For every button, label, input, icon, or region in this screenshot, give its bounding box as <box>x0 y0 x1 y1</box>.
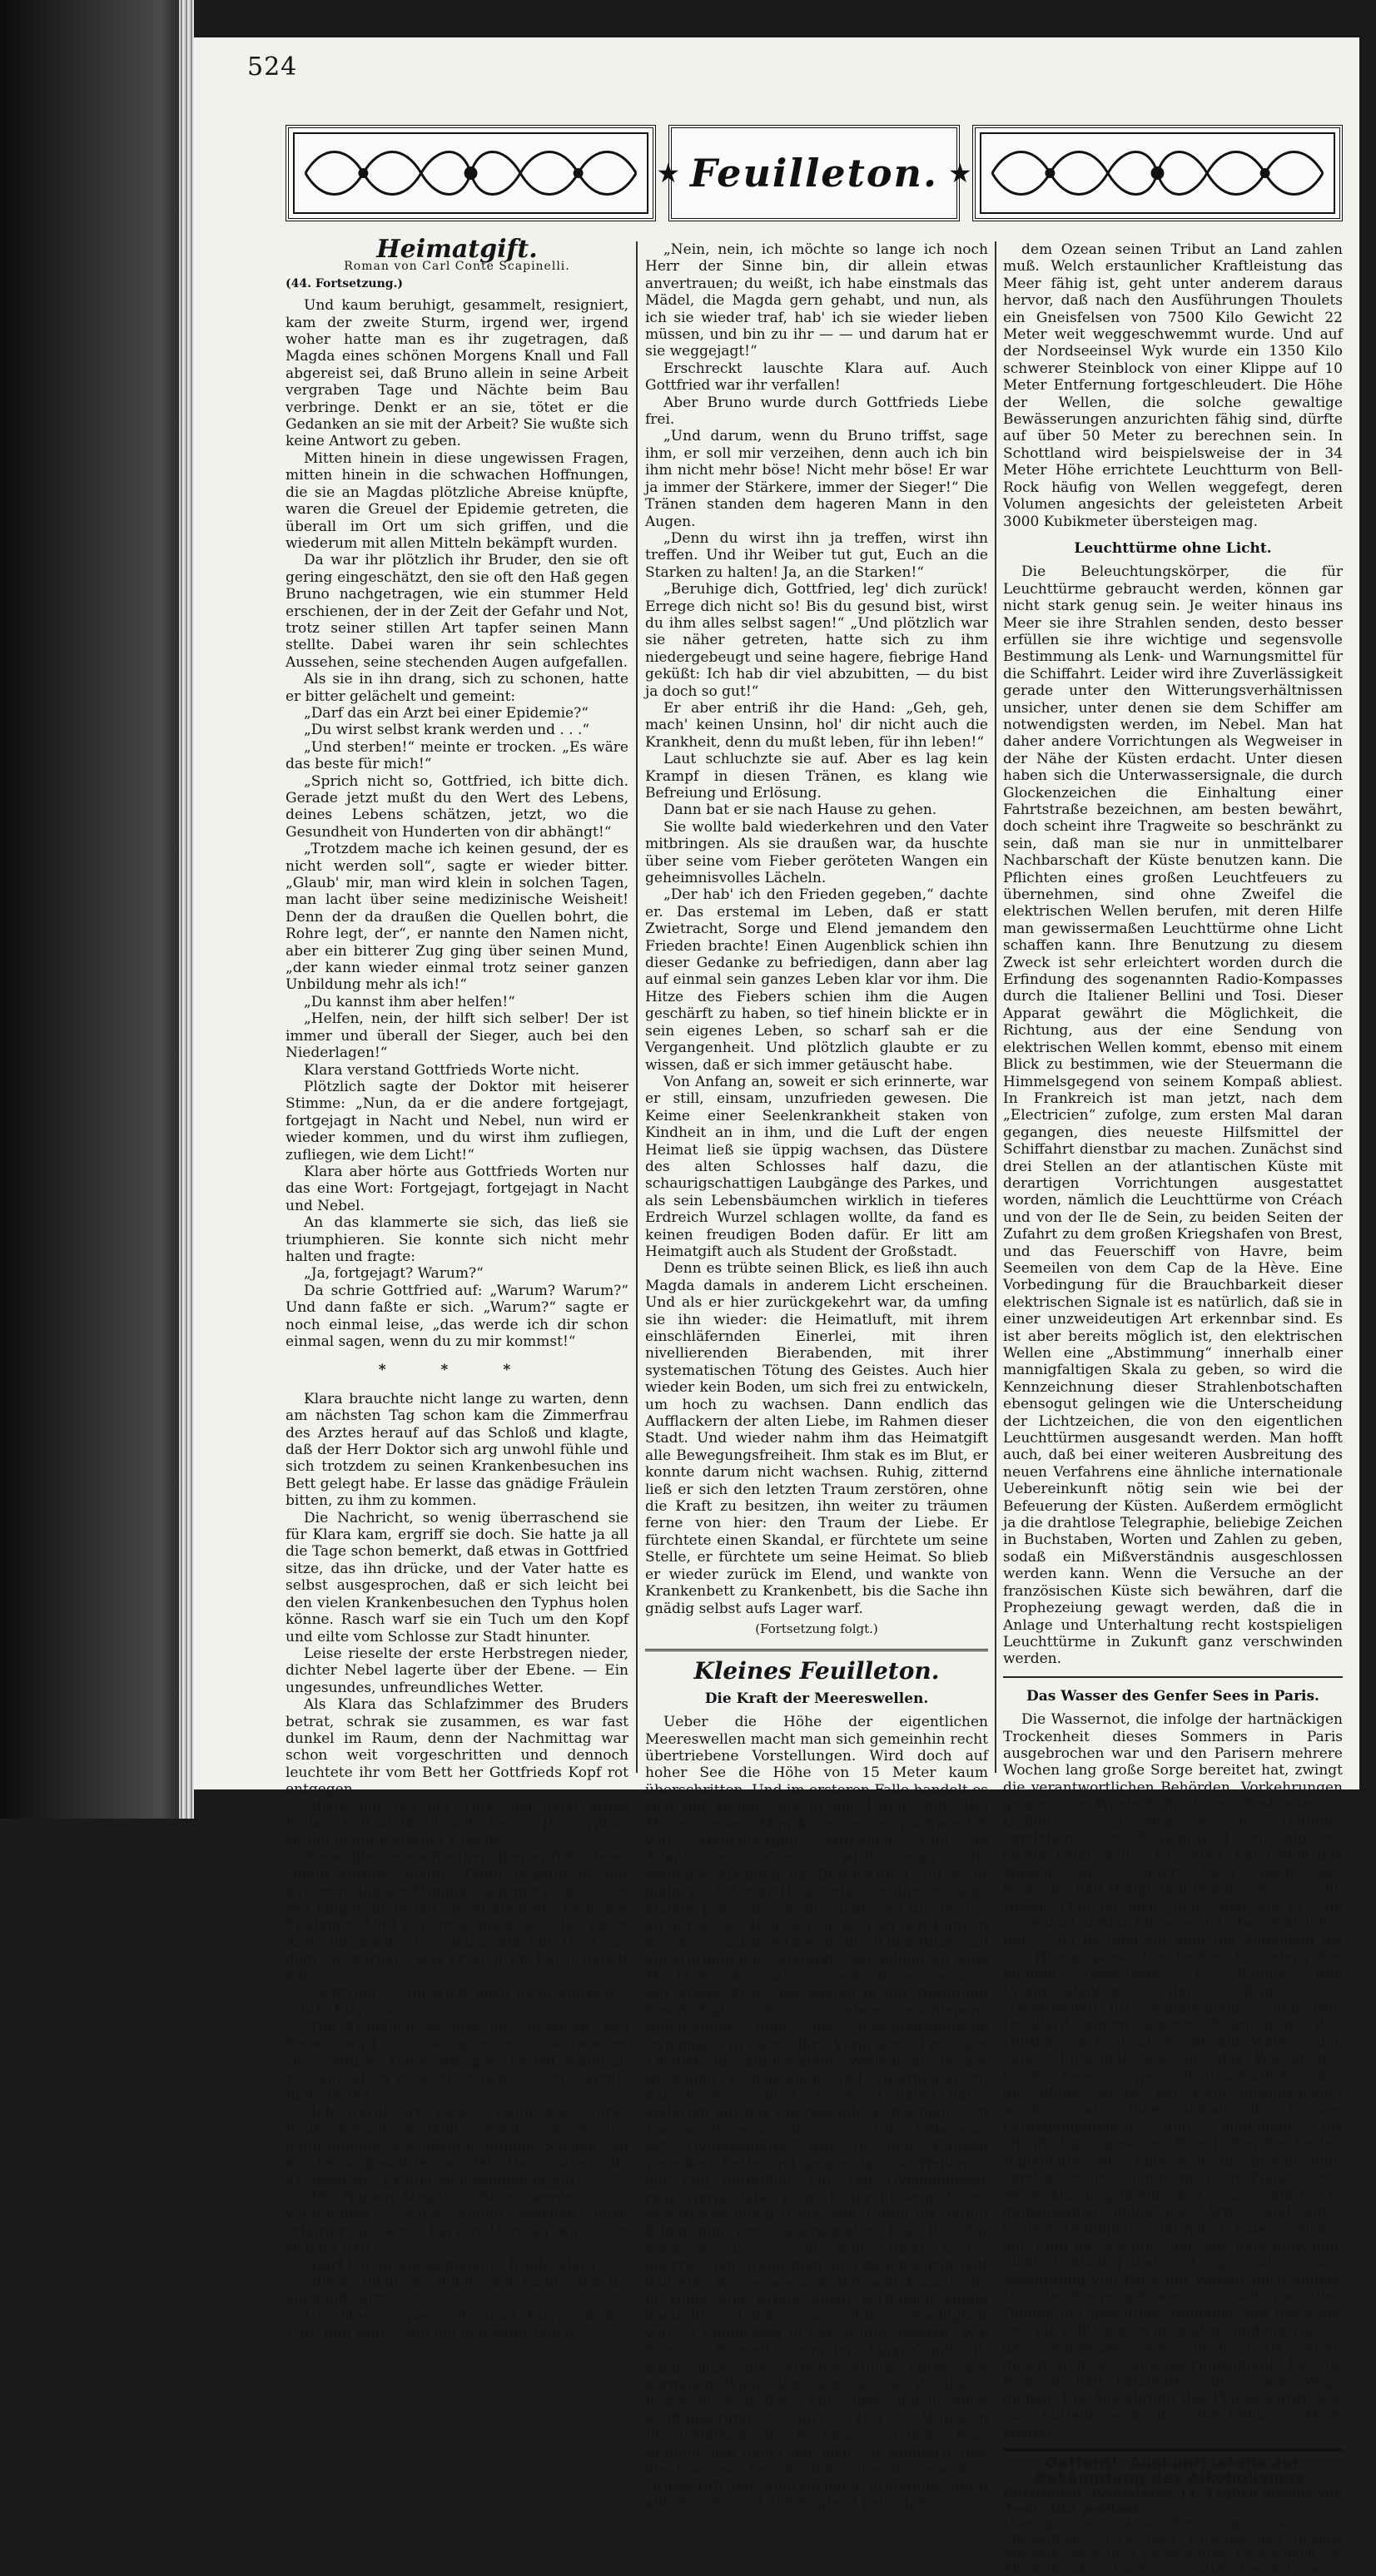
ad-title: Oeffentl. Auskunftsstelle zur Bekämpfung des Alkoholismus. <box>1035 2454 1311 2487</box>
paragraph: Da war ihr plötzlich ihr Bruder, den sie oft gering eingeschätzt, den sie oft den Haß gegen Bruno nachgetragen, wie ein stummer Held erschienen, der in der Zeit der Gefahr und Not, trotz seiner stillen Art tapfer seinen Mann stellte. Dabei waren ihr sein schlechtes Aussehen, seine stechenden Augen aufgefallen. <box>286 552 628 671</box>
paragraph: Von Anfang an, soweit er sich erinnerte, war er still, einsam, unzufrieden gewesen. Die Keime einer Seelenkrankheit staken von Kindheit an in ihm, und die Luft der engen Heimat ließ sie üppig wachsen, das Düstere des alten Schlosses half dazu, die schaurigschattigen Laubgänge des Parkes, und als sein Lebensbäumchen wirklich in tieferes Erdreich Wurzel schlagen wollte, da fand es keinen freudigen Boden dafür. Er litt am Heimatgift auch als Student der Großstadt. <box>645 1073 988 1260</box>
ad-text: Unentgeltliche Auskunfterteilung über die Alkoholfrage, sowie über Fürsorge und Heilung Alkoholkranker, über Heilanstalten, Entwöhnung von Alkoholkranken, Trunksuchtsmittelschwindel usw. <box>1003 2515 1343 2576</box>
article-meereswellen-part2 <box>1003 241 1343 530</box>
paragraph: Klara brauchte nicht lange zu warten, denn am nächsten Tag schon kam die Zimmerfrau des Arztes herauf auf das Schloß und klagte, daß der Herr Doktor sich arg unwohl fühle und sich trotzdem zu seinen Krankenbesuchen ins Bett gelegt habe. Er lasse das gnädige Fräulein bitten, zu ihm zu kommen. <box>286 1390 628 1510</box>
divider <box>1003 1676 1343 1678</box>
paragraph: „Trotzdem mache ich keinen gesund, der es nicht werden soll“, sagte er wieder bitter. „Glaub' mir, man wird klein in solchen Tagen, man lacht über seine medizinische Weisheit! Denn der da draußen die Quellen bohrt, die Rohre legt, der“, er nannte den Namen nicht, aber ein bitterer Zug ging über seinen Mund, „der kann wieder einmal trotz seiner ganzen Unbildung mehr als ich!“ <box>286 841 628 994</box>
kleines-feuilleton <box>645 1649 988 2512</box>
paragraph: „Bleib nur bei der Türe, ich habe arges Fieber, tritt nicht zu nahe heran. Der Typhus ist ein heimtückischer Geselle.“ <box>286 1798 628 1849</box>
paragraph: Als Klara das Schlafzimmer des Bruders betrat, schrak sie zusammen, es war fast dunkel im Raum, denn der Nachmittag war schon weit vorgeschritten und dennoch leuchtete ihr vom Bett her Gottfrieds Kopf rot entgegen. <box>286 1696 628 1799</box>
feuilleton-masthead <box>286 125 1343 225</box>
paragraph: „Und darum, wenn du Bruno triffst, sage ihm, er soll mir verzeihen, denn auch ich bin ihm nicht mehr böse! Nicht mehr böse! Er war ja immer der Stärkere, immer der Sieger!“ Die Tränen standen dem hageren Mann in den Augen. <box>645 428 988 530</box>
column-3 <box>1003 241 1343 2576</box>
paragraph: „Beruhige dich, Gottfried, leg' dich zurück! Errege dich nicht so! Bis du gesund bist, wirst du ihm alles selbst sagen!“ „Und plötzlich war sie näher getreten, hatte sich zu ihm niedergebeugt und seine hagere, fiebrige Hand geküßt: Ich hab dir viel abzubitten, — du bist ja doch so gut!“ <box>645 581 988 700</box>
story-body-part1 <box>286 297 628 2341</box>
story-end-note: (Fortsetzung folgt.) <box>755 1621 878 1636</box>
paragraph: „Bleib, bleib, es lohnt sich nicht, daß du auch infizierst.“ <box>286 2273 628 2308</box>
paragraph: Laut schluchzte sie auf. Aber es lag kein Krampf in diesen Tränen, es klang wie Befreiung und Erlösung. <box>645 751 988 802</box>
paragraph: „Die Krankheit ist erst im Entstehen, das Fieber wird sich steigern, mein schwaches Herz wird es kaum ertragen. Es hat schon zu viel aushalten müssen in den letzten Tagen!“ fügte er bei. <box>286 2018 628 2104</box>
ornament-left-icon <box>286 125 656 221</box>
paragraph: „Du kannst ihm aber helfen!“ <box>304 993 515 1010</box>
ad-address: Rüstringen, Peterstraße 14. Täglich abends von 7—8½ Uhr geöffnet <box>1003 2485 1343 2516</box>
paragraph: „Und sterben!“ meinte er trocken. „Es wäre das beste für mich!“ <box>286 738 628 773</box>
article-leuchttuerme <box>1003 563 1343 1667</box>
paragraph: Als sie in ihn drang, sich zu schonen, hatte er bitter gelächelt und gemeint: <box>286 671 628 705</box>
paragraph: Die Nachricht, so wenig überraschend sie für Klara kam, ergriff sie doch. Sie hatte ja all die Tage schon bemerkt, daß etwas in Gottfried sitze, das ihn drücke, und der Vater hatte es selbst ausgesprochen, daß er sich leicht bei den vielen Krankenbesuchen den Typhus holen könne. Rasch warf sie ein Tuch um den Kopf und eilte vom Schlosse zur Stadt hinunter. <box>286 1509 628 1645</box>
masthead-title: Feuilleton. <box>690 151 938 196</box>
paragraph: Erschreckt lauschte Klara auf. Auch Gottfried war ihr verfallen! <box>645 360 988 395</box>
paragraph: Dann bat er sie nach Hause zu gehen. <box>663 802 937 819</box>
advertisement-box <box>1003 2449 1343 2576</box>
paragraph: „Denn du wirst ihn ja treffen, wirst ihn treffen. Und ihr Weiber tut gut, Euch an die Starken zu halten! Ja, an die Starken!“ <box>645 529 988 581</box>
paragraph: Mitten hinein in diese ungewissen Fragen, mitten hinein in die schwachen Hoffnungen, die sie an Magdas plötzliche Abreise knüpfte, waren die Greuel der Epidemie getreten, die überall im Ort um sich griffen, und die wiederum mit allen Mitteln bekämpft wurden. <box>286 449 628 552</box>
section-title-leuchttuerme: Leuchttürme ohne Licht. <box>1074 539 1272 557</box>
paragraph: „Gottfried, — du wirst doch nicht sterben?“ schrie Klara auf. <box>286 1985 628 2019</box>
paragraph: Er aber entriß ihr die Hand: „Geh, geh, mach' keinen Unsinn, hol' dir nicht auch die Krankheit, denn du mußt leben, für ihn leben!“ <box>645 699 988 751</box>
paragraph: Sie wollte bald wiederkehren und den Vater mitbringen. Als sie draußen war, da huschte über seine vom Fieber geröteten Wangen ein geheimnisvolles Lächeln. <box>645 818 988 887</box>
story-title: Heimatgift. <box>376 235 538 264</box>
paragraph: Klara verstand Gottfrieds Worte nicht. <box>304 1061 580 1079</box>
article-meereswellen-part1 <box>645 1714 988 2512</box>
paragraph: Und kaum beruhigt, gesammelt, resigniert, kam der zweite Sturm, irgend wer, irgend woher hatte man es ihr zugetragen, daß Magda eines schönen Morgens Knall und Fall abgereist sei, daß Bruno allein in seine Arbeit vergraben Tage und Nächte beim Bau verbringe. Denkt er an sie, tötet er die Gedanken an sie mit der Arbeit? Sie wußte sich keine Antwort zu geben. <box>286 297 628 450</box>
page-number: 524 <box>247 52 298 82</box>
paragraph: „Ich werde irr reden, wenn das starke Fieber kommt“, begann er wieder, „da werden dann dumme Geschichten, dumme Sachen von mir herausgeschrien werden. Das machen alle Kranken so.“ Er fuhr sich sammelnd fort: <box>286 2103 628 2189</box>
paragraph: Leise rieselte der erste Herbstregen nieder, dichter Nebel lagerte über der Ebene. — Ein ungesundes, unfreundliches Wetter. <box>286 1645 628 1696</box>
section-title-genfer-see: Das Wasser des Genfer Sees in Paris. <box>1026 1687 1319 1705</box>
paragraph: Aber Bruno wurde durch Gottfrieds Liebe frei. <box>645 394 988 429</box>
paragraph: Ueber die Höhe der eigentlichen Meereswellen macht man sich gemeinhin recht übertriebene Vorstellungen. Wird doch auf hoher See die Höhe von 15 Meter kaum überschritten. Und im ersteren Falle handelt es sich um Wellen, die in der Länge 300—400 Meter messen. Man kann demnach schwerlich von „Wellenbergen“ sprechen. Und im Atlantischen Ozean wird man die Wellenerhebungen im Durchschnitt auf nicht mehr als 8 Meter Höhe schätzen dürfen. Ganz anders präsentieren sich indessen die Wellen an der Küste. Hier, wo sie sich an den Klippen brechen, wird ihre Gewalt durch den Rückprall außerordentlich verstärkt. Sie bilden so eine Macht dar, der nichts zu widerstehen vermag. Mit dieser Kraft der Wellen in der Brandung beschäftigt sich eine eben erschienene Abhandlung über die ozeanographische Dynamik, in der ihr Verfasser, Professor Thoulet, die aufgewandte Wellenkraft in der Brandung festzustellen und ziffermäßig zu berechnen versucht. Er weist dabei unter anderem auf das interessante Experiment von Thomas Stevenson, der zur Zeit der Ebbe eine Art Dynamometer fest in den Klippen verankert hatte und gegen das die Wellen in der Flut anprallen, hin. Der Dynamometer registrierte dabei je nach der Ebbengeit und Windstärke einen Druck von 15000 bis 34000 Kilogramm pro Quadratmeter. Das Resultat kann im übrigen durchaus nicht weiter überraschen, wenn man sich gegenwärtig hält daß eine Wassermasse in Betracht kommt, die in Höhe und Breite einen veritablen Hügel darstellt, und daß sie sich mit der Schnelligkeit von 50 Kilometern in der Stunde bewegt. Wie François Poncetton nun im „Figaro“ mitteilt, kann man die Arbeitsleistung eines der normalen Windstöße, wie sie die Westküste Frankreichs treffen, mit einer andauernden Kraftäußerung von 100 Millionen Pferdestärken in Rechnung stellen. Man braucht sich daher gar nicht zu wundern, daß die französischen Küsten unter der enormen Druckkraft der anprallenden Brandung stetig abbröckeln, und daß England jedes Jahr <box>645 1714 988 2512</box>
paragraph: „Darf das ein Arzt bei einer Epidemie?“ <box>304 704 589 722</box>
column-1 <box>286 235 628 2342</box>
paragraph: „Die Namen Magda — Bruno werden darin vorkommen.“ Seine Augen stachen noch schärfer als sonst hervor. Unruhig wälzte er sich im Bett. <box>286 2188 628 2257</box>
paragraph: „Sprich nicht so, Gottfried, ich bitte dich. Gerade jetzt mußt du den Wert des Lebens, deines Lebens schätzen, jetzt, wo die Gesundheit von Hunderten von dir abhängt!“ <box>286 772 628 841</box>
column-rule <box>995 241 996 1773</box>
newspaper-page <box>194 37 1359 2576</box>
kleines-feuilleton-title: Kleines Feuilleton. <box>693 1657 940 1685</box>
article-genfer-see <box>1003 1711 1343 2441</box>
paragraph: Die Wassernot, die infolge der hartnäckigen Trockenheit dieses Sommers in Paris ausgebrochen war und den Parisern mehrere Wochen lang große Sorge bereitet hat, zwingt die verantwortlichen Behörden, Vorkehrungen gegen eine Wiederkehr dieses Zustandes zu treffen. So hat sich, wie der „Gaulois“ versichert, der Seinepräfekt entschlossen, einem Plane näher zu treten, nach dem das Wasser des Genfer Sees nach der französischen Hauptstadt geleitet werden soll. Dieser Plan ist nicht neu. Aber als er zum erstenmal auftauchte — es ist etwa fünf Jahre her — da betrachtete man ihn allgemein als ein Hirngespinst. Die beiden Schöpfern des kühnen Gedankens, E. Badois, den Vizepräsidenten der französischen „Gesellschaft für Zivilingenieure“, und Paul Duvillard, einem höheren Beamten bei den Hütten von Creusot, wurde nur Widerspruch zuteil. Einwände wie die, das Wasser des Genfer Sees sei gesundheitsschädlich, oder: die Rhone werde bei Lyon ausgetrocknet werden, waren ihnen damals allen Ernstes entgegengehalten und allgemein als stichhaltig angesehen. Nun haben die beiden Ingenieure, der eine erst in diesem Jahr, verstorben sind, nimmt man ihre Pläne, deren Verwirklichungsmöglichkeit sie einst in gemeinsamer mühevoller Arbeit und unter großen Geldopfern dargelegt haben, wieder auf. Man hat erkannt, daß alle jene Einwände nicht stichhaltig sind, und sogar außer in der Versorgung von Paris mit Wasser noch andere Vorteile herausgefunden; so soll vor allen Dingen der gewaltige Aquädukt, der das klare und als vollkommen gesund befundene Wasser des Schweizer Sees nach Paris leitet, gleichzeitig als Bewässerungsquelle für die französischen Landwirte auf seinem Wege dienen. Die Ausführung des Planes selbst, wie man mitteilt, wird, über 350 Millionen Mark kosten. <box>1003 1711 1343 2442</box>
paragraph: Die Beleuchtungskörper, die für Leuchttürme gebraucht werden, können gar nicht stark genug sein. Je weiter hinaus ins Meer sie ihre Strahlen senden, desto besser erfüllen sie ihre wichtige und segensvolle Bestimmung als Lenk- und Warnungsmittel für die Schiffahrt. Leider wird ihre Zuverlässigkeit gerade unter den Witterungsverhältnissen unsicher, unter denen sie dem Schiffer am notwendigsten werden, im Nebel. Man hat daher andere Vorrichtungen als Wegweiser in der Nähe der Küsten erdacht. Unter diesen haben sich die Unterwassersignale, die durch Glockenzeichen die Einhaltung einer Fahrtstraße bezeichnen, am besten bewährt, doch scheint ihre Tragweite so beschränkt zu sein, daß man sie nur in unmittelbarer Nachbarschaft der Küste benutzen kann. Die Pflichten eines großen Leuchtfeuers zu übernehmen, sind ohne Zweifel die elektrischen Wellen berufen, mit deren Hilfe man gewissermaßen Leuchttürme ohne Licht schaffen kann. Ihre Benutzung zu diesem Zweck ist sehr erleichtert worden durch die Erfindung des sogenannten Radio-Kompasses durch die Italiener Bellini und Tosi. Dieser Apparat gewährt die Möglichkeit, die Richtung, aus der eine Sendung von elektrischen Wellen kommt, ebenso mit einem Blick zu bestimmen, wie der Steuermann die Himmelsgegend von seinem Kompaß abliest. In Frankreich ist man jetzt, nach dem „Electricien“ zufolge, zum ersten Mal daran gegangen, dies neueste Hilfsmittel der Schiffahrt dienstbar zu machen. Zunächst sind drei Stellen an der atlantischen Küste mit derartigen Vorrichtungen ausgestattet worden, nämlich die Leuchttürme von Créach und von der Ile de Sein, zu beiden Seiten der Zufahrt zu dem großen Kriegshafen von Brest, und das Feuerschiff von Havre, beim Seemeilen von dem Cap de la Hève. Eine Vorbedingung für die Brauchbarkeit dieser elektrischen Signale ist es natürlich, daß sie in einer unzweideutigen Art erkennbar sind. Es ist aber bereits möglich ist, den elektrischen Wellen eine „Abstimmung“ innerhalb einer mannigfaltigen Skala zu geben, so wird die Kennzeichnung dieser Strahlenbotschaften ebensogut gelingen wie die Unterscheidung der Lichtzeichen, die von den eigentlichen Leuchttürmen ausgesandt werden. Man hofft auch, daß bei einer weiteren Ausbreitung des neuen Verfahrens eine ähnliche internationale Uebereinkunft nötig sein wie bei der Befeuerung der Küsten. Außerdem ermöglicht ja die drahtlose Telegraphie, beliebige Zeichen in Buchstaben, Worten und Zahlen zu geben, sodaß ein Mißverständnis ausgeschlossen werden kann. Wenn die Versuche an der französischen Küste sich bewähren, darf die Prophezeiung gewagt werden, daß die in Anlage und Unterhaltung recht kostspieligen Leuchttürme in Zukunft ganz verschwinden werden. <box>1003 563 1343 1668</box>
column-rule <box>636 241 638 1773</box>
paragraph: Plötzlich sagte der Doktor mit heiserer Stimme: „Nun, da er die andere fortgejagt, fortgejagt in Nacht und Nebel, nun wird er wieder kommen, und du wirst ihm zufliegen, zufliegen, wie dem Licht!“ <box>286 1078 628 1164</box>
column-2 <box>645 241 988 2512</box>
paragraph: dem Ozean seinen Tribut an Land zahlen muß. Welch erstaunlicher Kraftleistung das Meer fähig ist, geht unter anderem daraus hervor, daß nach den Ausführungen Thoulets ein Gneisfelsen von 7500 Kilo Gewicht 22 Meter weit weggeschwemmt wurde. Und auf der Nordseeinsel Wyk wurde ein 1350 Kilo schwerer Steinblock von einer Klippe auf 10 Meter Entfernung fortgeschleudert. Die Höhe der Wellen, die solche gewaltige Bewässerungen anzurichten fähig sind, dürfte auf über 50 Meter zu berechnen sein. In Schottland wird beispielsweise der in 34 Meter Höhe errichtete Leuchtturm von Bell-Rock häufig von Wellen weggefegt, deren Volumen angesichts der geleisteten Arbeit 3000 Kubikmeter übersteigen mag. <box>1003 241 1343 530</box>
paragraph: „Nein, nein, ich möchte so lange ich noch Herr der Sinne bin, dir allein etwas anvertrauen; du weißt, ich habe einstmals das Mädel, die Magda gern gehabt, und nun, als ich sie wieder traf, hab' ich sie wieder lieben müssen, und bin zu ihr — — und darum hat er sie weggejagt!“ <box>645 241 988 360</box>
star-icon: ★ <box>947 157 972 189</box>
paragraph: An das klammerte sie sich, das ließ sie triumphieren. Sie konnte sich nicht mehr halten und fragte: <box>286 1214 628 1265</box>
paragraph: Unschlüssig, weinend stand Klara an der Türe und sagt: „Soll ich den Vater holen?“ <box>286 2307 628 2342</box>
ornament-right-icon <box>972 125 1343 221</box>
story-continuation: (44. Fortsetzung.) <box>286 276 404 290</box>
story-body-part2 <box>645 241 988 1617</box>
paragraph: „Du wirst selbst krank werden und . . .“ <box>304 722 590 739</box>
paragraph: Denn es trübte seinen Blick, es ließ ihn auch Magda damals in anderem Licht erscheinen. Und als er hier zurückgekehrt war, da umfing sie ihn wieder: die Heimatluft, mit ihrem einschläfernden Einerlei, mit ihren nivellierenden Bierabenden, mit ihrer systematischen Tötung des Geistes. Auch hier wieder kein Boden, um sich frei zu entwickeln, um hoch zu wachsen. Dann endlich das Aufflackern der alten Liebe, im Rahmen dieser Stadt. Und wieder nahm ihm das Heimatgift alle Bewegungsfreiheit. Ihm stak es im Blut, er konnte darum nicht wachsen. Ruhig, zitternd ließ er sich den letzten Traum zerstören, ohne die Kraft zu besitzen, ihn weiter zu träumen ferne von hier: den Traum der Liebe. Er fürchtete einen Skandal, er fürchtete um seine Stelle, er fürchtete um seine Heimat. So blieb er wieder zurück im Elend, und wankte von Krankenbett zu Krankenbett, bis die Sache ihn gnädig selbst aufs Lager warf. <box>645 1260 988 1617</box>
paragraph: Klara aber hörte aus Gottfrieds Worten nur das eine Wort: Fortgejagt, fortgejagt in Nacht und Nebel. <box>286 1163 628 1214</box>
paragraph: Da schrie Gottfried auf: „Warum? Warum?“ Und dann faßte er sich. „Warum?“ sagte er noch einmal leise, „das werde ich dir schon einmal sagen, wenn du zu mir kommst!“ <box>286 1282 628 1350</box>
story-byline: Roman von Carl Conte Scapinelli. <box>344 260 570 274</box>
paragraph: „Helfen, nein, der hilft sich selber! Der ist immer und überall der Sieger, auch bei den Niederlagen!“ <box>286 1010 628 1062</box>
book-binding <box>0 0 179 1819</box>
page-edges <box>179 0 194 1819</box>
paragraph: * * * <box>378 1362 536 1379</box>
section-title-meereswellen: Die Kraft der Meereswellen. <box>704 1690 929 1707</box>
paragraph: „Darf ich dir etwas helfen?“ fragte Klara. <box>304 2256 600 2274</box>
masthead-title-box <box>656 125 972 221</box>
paragraph: „Der hab' ich den Frieden gegeben,“ dachte er. Das erstemal im Leben, daß er statt Zwietracht, Sorge und Elend jemandem den Frieden brachte! Einen Augenblick schien ihn dieser Gedanke zu befriedigen, dann aber lag auf einmal sein ganzes Leben klar vor ihm. Die Hitze des Fiebers schien ihm die Augen geschärft zu haben, so tief hinein blickte er in sein eigenes Leben, so scharf sah er die Vergangenheit. Und plötzlich glaubte er zu wissen, daß er sich immer getäuscht habe. <box>645 886 988 1074</box>
paragraph: Sie wollte dennoch näher, aber er fuhr sie an „bleib zurück, bleib!“ Dann begann er mit heiserer, dünner Stimme: „Ich merke es schon seit längerem, in mir steckt auch der Keim der Epidemie. Und ich freue mich fast, für einen Arzt, für mich ist es immerhin ein Trost, an dem zu sterben, was er sich im Beruf geholt hat.“ <box>286 1849 628 1985</box>
paragraph: „Ja, fortgejagt? Warum?“ <box>304 1265 484 1283</box>
star-icon: ★ <box>656 157 681 189</box>
